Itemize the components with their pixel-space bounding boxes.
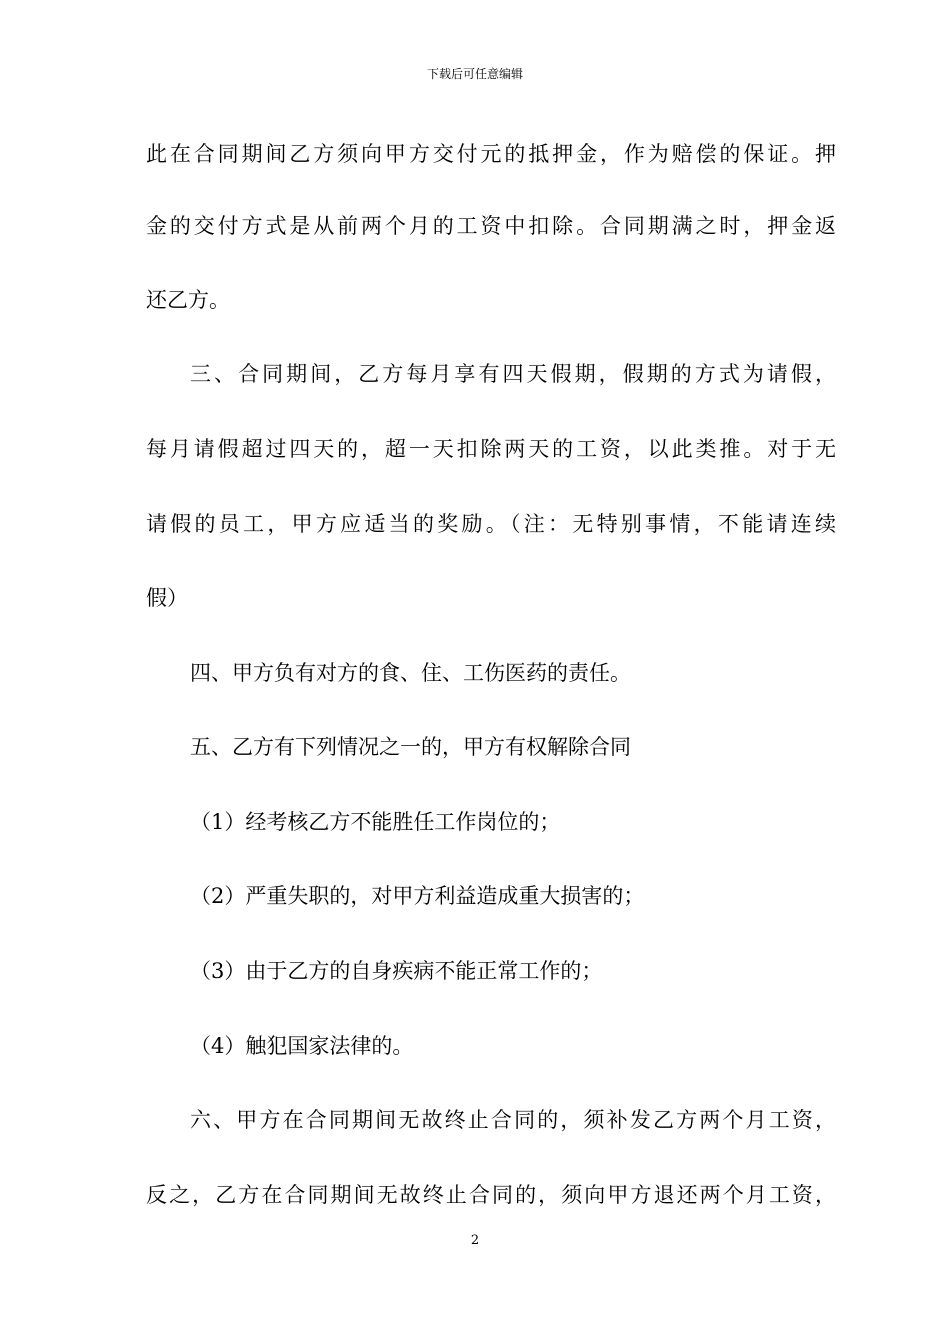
paragraph-line: 每月请假超过四天的，超一天扣除两天的工资，以此类推。对于无 bbox=[146, 437, 836, 461]
paragraph-line: 四、甲方负有对方的食、住、工伤医药的责任。 bbox=[190, 661, 631, 685]
paragraph-line: 反之，乙方在合同期间无故终止合同的，须向甲方退还两个月工资， bbox=[146, 1183, 836, 1207]
paragraph-line: 请假的员工，甲方应适当的奖励。（注：无特别事情，不能请连续 bbox=[146, 512, 836, 536]
list-item: （3）由于乙方的自身疾病不能正常工作的； bbox=[190, 959, 603, 983]
list-item: （4）触犯国家法律的。 bbox=[190, 1034, 414, 1058]
list-item: （2）严重失职的，对甲方利益造成重大损害的； bbox=[190, 884, 645, 908]
paragraph-line: 还乙方。 bbox=[146, 288, 230, 312]
paragraph-line: 五、乙方有下列情况之一的，甲方有权解除合同 bbox=[190, 735, 631, 759]
paragraph-line: 金的交付方式是从前两个月的工资中扣除。合同期满之时，押金返 bbox=[146, 214, 836, 238]
paragraph-line: 六、甲方在合同期间无故终止合同的，须补发乙方两个月工资， bbox=[190, 1108, 836, 1132]
page-header: 下载后可任意编辑 bbox=[426, 67, 523, 81]
paragraph-line: 此在合同期间乙方须向甲方交付元的抵押金，作为赔偿的保证。押 bbox=[146, 142, 836, 166]
page-number: 2 bbox=[470, 1233, 480, 1248]
paragraph-line: 假） bbox=[146, 586, 188, 610]
list-item: （1）经考核乙方不能胜任工作岗位的； bbox=[190, 810, 561, 834]
paragraph-line: 三、合同期间，乙方每月享有四天假期，假期的方式为请假， bbox=[190, 362, 836, 386]
